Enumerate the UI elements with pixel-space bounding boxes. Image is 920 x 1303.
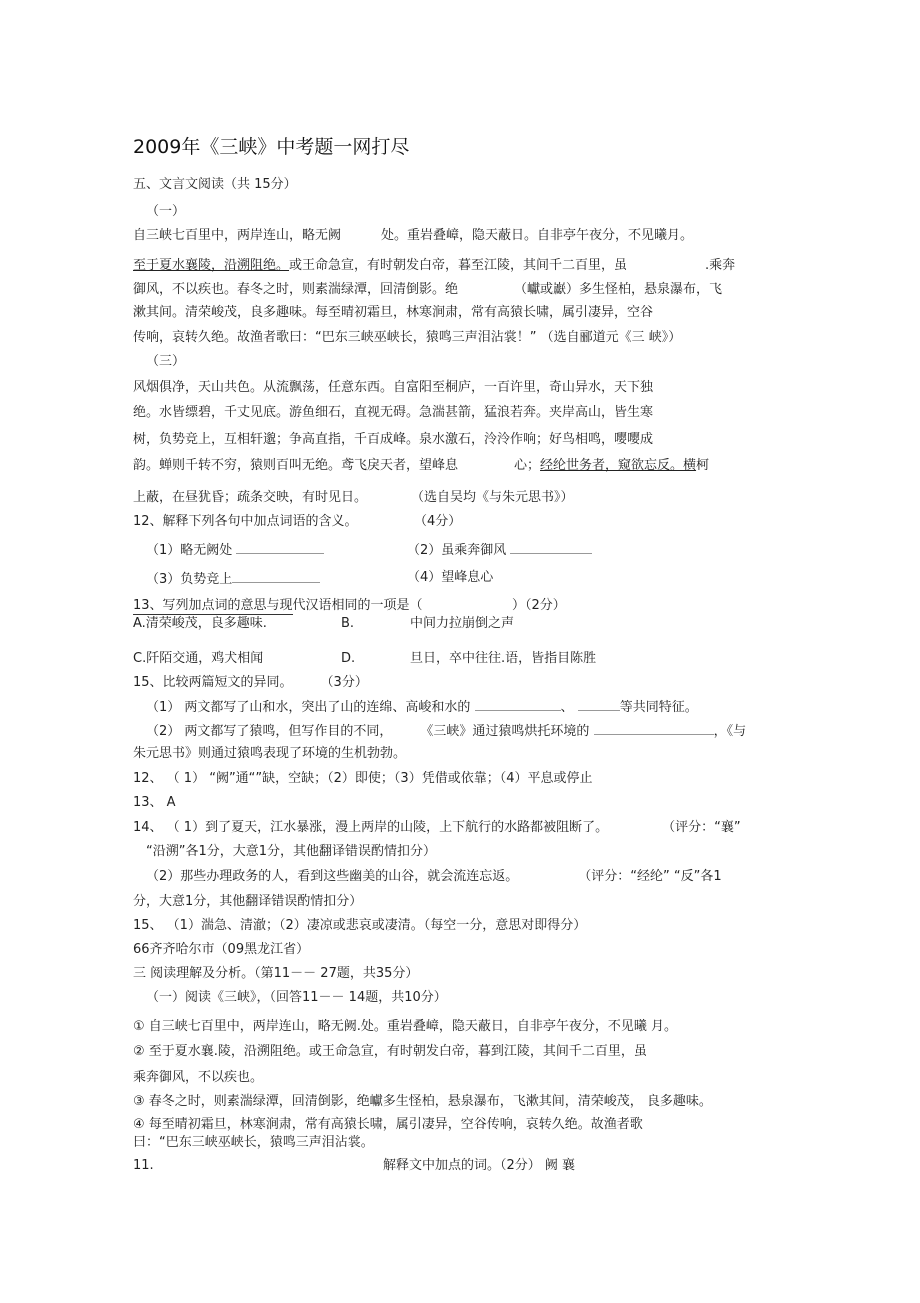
q12-item — [407, 541, 592, 559]
passage-line: 乘奔御风，不以疾也。 — [133, 1070, 264, 1085]
underlined-text: 至于夏水襄陵，沿溯阻绝。 — [133, 258, 290, 273]
q15-item — [146, 698, 698, 716]
passage-line: 风烟俱净，天山共色。从流飘荡，任意东西。自富阳至桐庐，一百许里，奇山异水，天下独 — [133, 380, 654, 395]
text: ，《与 — [713, 724, 747, 739]
answer-14: 分，大意1分，其他翻译错误酌情扣分） — [133, 894, 363, 909]
section-heading: （一）阅读《三峡》，（回答11－－ 14题，共10分） — [146, 990, 447, 1005]
score: （3分） — [320, 675, 368, 690]
q12-item — [146, 570, 320, 588]
option-d-label: D. — [341, 651, 356, 666]
q12-item — [146, 541, 324, 559]
text: （选自吴均《与朱元思书》） — [411, 490, 574, 505]
score: ）（2分） — [512, 598, 566, 613]
passage-line — [133, 458, 709, 474]
score: （4分） — [414, 514, 462, 529]
option-b: 中间力拉崩倒之声 — [410, 616, 515, 631]
answer-blank[interactable] — [578, 698, 620, 711]
section-heading: 66齐齐哈尔市（09黑龙江省） — [133, 942, 310, 957]
question-15 — [133, 675, 368, 691]
text: （1）略无阙处 — [146, 543, 233, 558]
answer-blank[interactable] — [594, 722, 714, 735]
text: 等共同特征。 — [619, 700, 698, 715]
passage-label: （一） — [146, 204, 186, 219]
passage-line: 曰：“巴东三峡巫峡长，猿鸣三声泪沾裳。 — [133, 1135, 374, 1150]
answer-blank[interactable] — [475, 698, 561, 711]
section-heading: 五、文言文阅读（共 15分） — [133, 177, 297, 192]
text: （2）那些办理政务的人，看到这些幽美的山谷，就会流连忘返。 — [146, 869, 519, 884]
answer-14: “沿溯”各1分，大意1分，其他翻译错误酌情扣分） — [146, 844, 437, 859]
text: （评分：“经纶” “反”各1 — [578, 869, 722, 884]
passage-line — [133, 228, 693, 244]
text: 或王命急宣，有时朝发白帝，暮至江陵，其间千二百里，虽 — [289, 258, 628, 273]
text: 柯 — [696, 458, 710, 473]
document-title: 2009年《三峡》中考题一网打尽 — [133, 136, 410, 158]
option-d: 旦日，卒中往往.语，皆指目陈胜 — [410, 651, 597, 666]
passage-line: 绝。水皆缥碧，千丈见底。游鱼细石，直视无碍。急湍甚箭，猛浪若奔。夹岸高山，皆生寒 — [133, 405, 654, 420]
passage-line: ① 自三峡七百里中，两岸连山，略无阙.处。重岩叠嶂，隐天蔽日，自非亭午夜分，不见曦 月。 — [133, 1019, 678, 1034]
q15-item: 朱元思书》则通过猿鸣表现了环境的生机勃勃。 — [133, 746, 407, 761]
passage-line: ② 至于夏水襄.陵，沿溯阻绝。或王命急宣，有时朝发白帝，暮到江陵，其间千二百里，虽 — [133, 1044, 647, 1059]
answer-14 — [133, 820, 741, 836]
q15-item — [146, 722, 746, 740]
answer-13: 13、 A — [133, 795, 176, 810]
passage-line: 树，负势竞上，互相轩邈；争高直指，千百成峰。泉水激石，泠泠作响；好鸟相鸣，嘤嘤成 — [133, 432, 654, 447]
option-a: A.清荣峻茂，良多趣味. — [133, 616, 267, 631]
text: （评分：“襄” — [662, 820, 741, 835]
answer-14 — [146, 869, 722, 885]
passage-line — [133, 490, 574, 506]
text: （巘或巚）多生怪柏，悬泉瀑布，飞 — [514, 282, 723, 297]
passage-line: 传响，哀转久绝。故渔者歌曰：“巴东三峡巫峡长，猿鸣三声泪沾裳！” （选自郦道元《三 峡》） — [133, 330, 682, 345]
text: （2）虽乘奔御风 — [407, 543, 507, 558]
underlined-text: 经纶世务者，窥欲忘反。横 — [540, 458, 697, 473]
answer-blank[interactable] — [510, 541, 592, 554]
text: （2） 两文都写了猿鸣，但写作目的不同， — [146, 724, 393, 739]
question-11-number: 11. — [133, 1158, 154, 1173]
text: 自三峡七百里中，两岸连山，略无阙 — [133, 228, 342, 243]
option-b-label: B. — [341, 616, 355, 631]
text: 处。重岩叠嶂，隐天蔽日。自非亭午夜分，不见曦月。 — [381, 228, 694, 243]
passage-line — [133, 258, 735, 274]
answer-blank[interactable] — [236, 541, 324, 554]
text: （3）负势竞上 — [146, 572, 233, 587]
text: .乘奔 — [705, 258, 736, 273]
text: 上蔽，在昼犹昏；疏条交映，有时见日。 — [133, 490, 368, 505]
passage-line — [133, 282, 722, 298]
text: 心； — [514, 458, 541, 473]
q12-item: （4）望峰息心 — [407, 570, 494, 585]
text: 韵。蝉则千转不穷，猿则百叫无绝。鸢飞戾天者，望峰息 — [133, 458, 459, 473]
answer-12: 12、 （ 1） “阙”通“”缺，空缺；（2）即使；（3）凭借或依靠；（4）平息或停止 — [133, 771, 593, 786]
text: 御风，不以疾也。春冬之时，则素湍绿潭，回清倒影。绝 — [133, 282, 459, 297]
text: 《三峡》通过猿鸣烘托环境的 — [420, 724, 590, 739]
option-c: C.阡陌交通，鸡犬相闻 — [133, 651, 264, 666]
passage-line: 漱其间。清荣峻茂，良多趣味。每至晴初霜旦，林寒涧肃，常有高猿长啸，属引凄异，空谷 — [133, 305, 654, 320]
answer-blank[interactable] — [232, 570, 320, 583]
text: 14、 （ 1）到了夏天，江水暴涨，漫上两岸的山陵，上下航行的水路都被阻断了。 — [133, 820, 609, 835]
divider — [133, 614, 293, 615]
section-heading: 三 阅读理解及分析。（第11－－ 27题，共35分） — [133, 966, 419, 981]
passage-line: ④ 每至晴初霜旦，林寒涧肃，常有高猿长啸，属引凄异，空谷传响，哀转久绝。故渔者歌 — [133, 1117, 643, 1132]
answer-15: 15、 （1）湍急、清澈；（2）凄凉或悲哀或凄清。（每空一分，意思对即得分） — [133, 918, 587, 933]
text: （1） 两文都写了山和水，突出了山的连绵、高峻和水的 — [146, 700, 471, 715]
question-13: 13、写列加点词的意思与现代汉语相同的一项是（ — [133, 598, 423, 613]
passage-label: （三） — [146, 354, 186, 369]
passage-line: ③ 春冬之时，则素湍绿潭，回清倒影，绝巘多生怪柏，悬泉瀑布，飞漱其间，清荣峻茂， 良多趣味。 — [133, 1094, 712, 1109]
text: 15、比较两篇短文的异同。 — [133, 675, 293, 690]
question-11: 解释文中加点的词。（2分） 阙 襄 — [383, 1158, 576, 1173]
question-12: 12、解释下列各句中加点词语的含义。 — [133, 514, 358, 529]
text: 、 — [560, 700, 574, 715]
